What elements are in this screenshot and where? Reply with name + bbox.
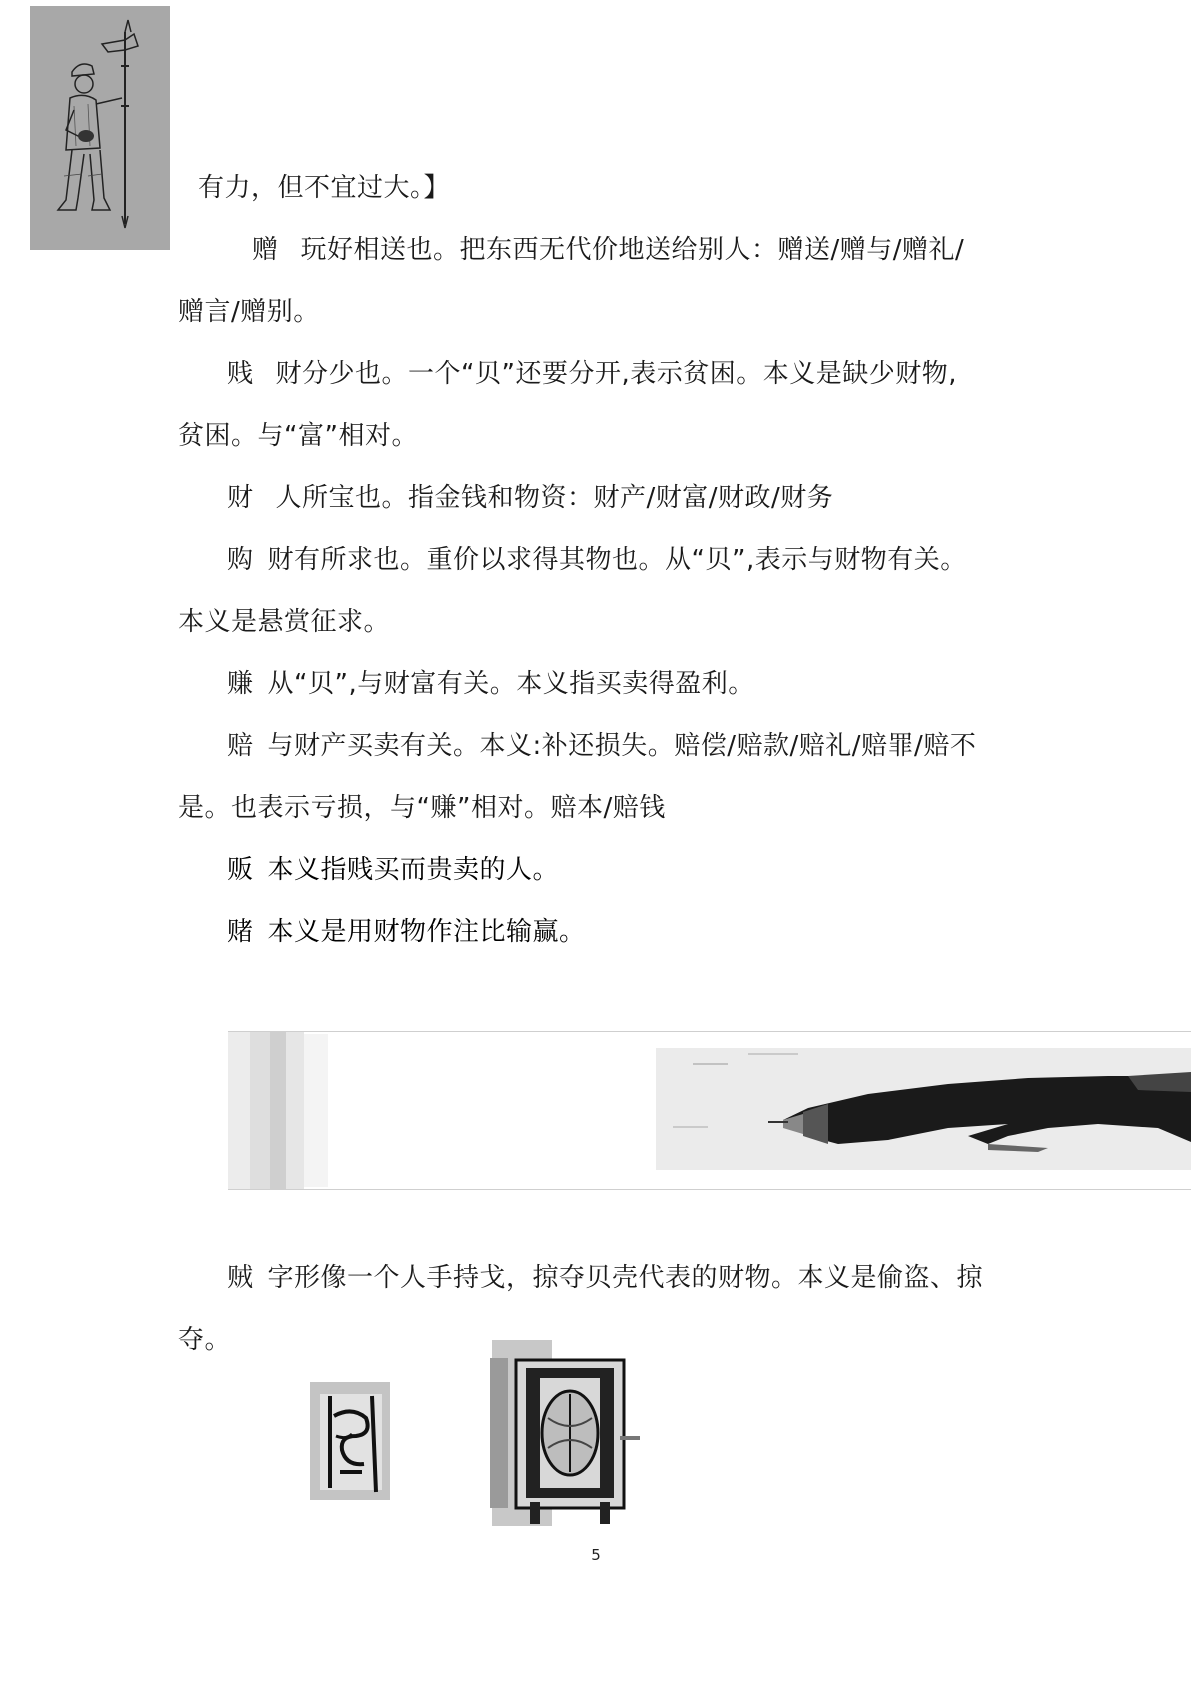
paragraph-line xyxy=(178,606,390,638)
paragraph-line xyxy=(227,358,957,390)
paragraph-line xyxy=(198,172,450,204)
head-character: 贩 xyxy=(227,855,254,885)
paragraph-text: 与财产买卖有关。本义:补还损失。赔偿/赔款/赔礼/赔罪/赔不 xyxy=(267,731,977,761)
paragraph-text: 字形像一个人手持戈，掠夺贝壳代表的财物。本义是偷盗、掠 xyxy=(267,1263,984,1293)
paragraph-line xyxy=(227,668,755,700)
paragraph-line xyxy=(178,792,666,824)
paragraph-text: 玩好相送也。把东西无代价地送给别人：赠送/赠与/赠礼/ xyxy=(300,235,965,265)
ancient-bei-glyph-left xyxy=(306,1376,398,1506)
paragraph-line xyxy=(178,296,320,328)
paragraph-text: 贫困。与“富”相对。 xyxy=(178,421,418,451)
paragraph-text: 财有所求也。重价以求得其物也。从“贝”,表示与财物有关。 xyxy=(267,545,967,575)
paragraph-text: 本义是用财物作注比输赢。 xyxy=(267,917,586,947)
paragraph-text: 夺。 xyxy=(178,1325,232,1355)
head-character: 赠 xyxy=(252,235,279,265)
warrior-illustration xyxy=(30,6,170,250)
paragraph-text: 财分少也。一个“贝”还要分开,表示贫困。本义是缺少财物, xyxy=(275,359,957,389)
paragraph-text: 有力，但不宜过大。】 xyxy=(198,173,451,203)
head-character: 赔 xyxy=(227,731,254,761)
paragraph-line xyxy=(252,234,964,266)
head-character: 贼 xyxy=(227,1263,254,1293)
paragraph-text: 人所宝也。指金钱和物资：财产/财富/财政/财务 xyxy=(275,483,834,513)
head-character: 购 xyxy=(227,545,254,575)
paragraph-text: 本义是悬赏征求。 xyxy=(178,607,391,637)
paragraph-line xyxy=(178,420,418,452)
paragraph-text: 赠言/赠别。 xyxy=(178,297,320,327)
brush-stroke-banner xyxy=(228,1031,1191,1190)
paragraph-line xyxy=(227,544,967,576)
head-character: 赚 xyxy=(227,669,254,699)
head-character: 财 xyxy=(227,483,254,513)
paragraph-text: 本义指贱买而贵卖的人。 xyxy=(267,855,560,885)
head-character: 贱 xyxy=(227,359,254,389)
page-number: 5 xyxy=(591,1546,601,1564)
paragraph-line xyxy=(178,1324,231,1356)
paragraph-line xyxy=(227,916,586,948)
ancient-bei-glyph-right xyxy=(490,1338,650,1528)
head-character: 赌 xyxy=(227,917,254,947)
paragraph-line xyxy=(227,730,976,762)
paragraph-text: 从“贝”,与财富有关。本义指买卖得盈利。 xyxy=(267,669,755,699)
paragraph-line xyxy=(227,482,833,514)
paragraph-line xyxy=(227,1262,983,1294)
paragraph-text: 是。也表示亏损，与“赚”相对。赔本/赔钱 xyxy=(178,793,666,823)
paragraph-line xyxy=(227,854,559,886)
